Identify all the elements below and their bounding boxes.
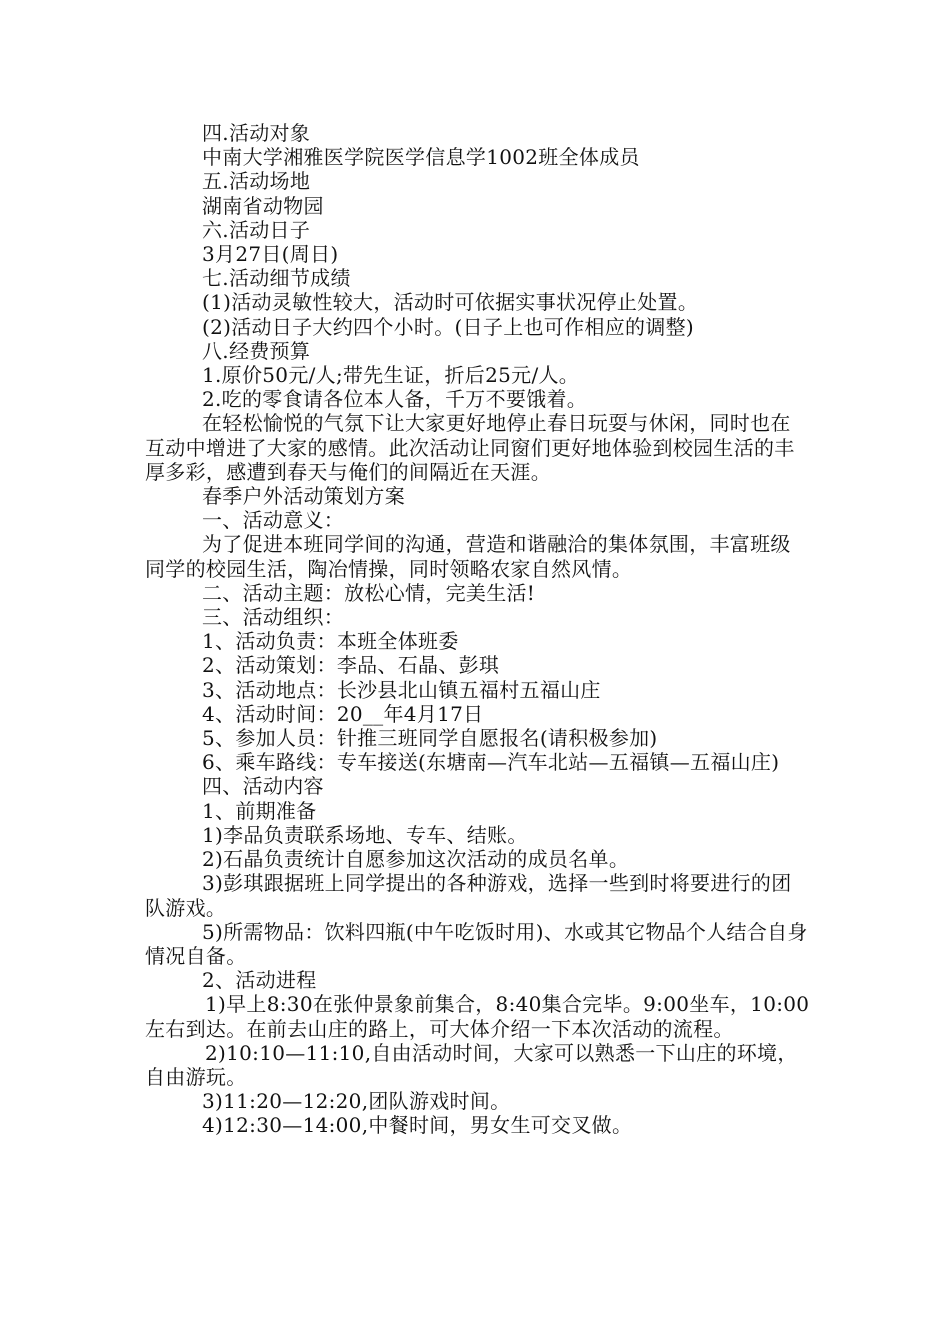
list-item: 5)所需物品：饮料四瓶(中午吃饭时用)、水或其它物品个人结合自身情况自备。 xyxy=(145,919,808,968)
list-item: 2)石晶负责统计自愿参加这次活动的成员名单。 xyxy=(202,847,630,872)
subsection-heading-process: 2、活动进程 xyxy=(202,968,317,993)
section-heading-date: 六.活动日子 xyxy=(202,217,311,242)
list-item: 3、活动地点：长沙县北山镇五福村五福山庄 xyxy=(202,677,601,702)
list-item: 1)早上8:30在张仲景象前集合，8:40集合完毕。9:00坐车，10:00左右到达。在前去山庄的路上，可大体介绍一下本次活动的流程。 xyxy=(145,992,810,1041)
list-item: 1.原价50元/人;带先生证，折后25元/人。 xyxy=(202,363,580,388)
subsection-heading-preparation: 1、前期准备 xyxy=(202,798,317,823)
list-item: 6、乘车路线：专车接送(东塘南—汽车北站—五福镇—五福山庄) xyxy=(202,750,780,775)
paragraph-significance: 为了促进本班同学间的沟通，营造和谐融洽的集体氛围，丰富班级同学的校园生活，陶冶情操，同时领略农家自然风情。 xyxy=(145,532,791,581)
section-heading-target: 四.活动对象 xyxy=(202,121,311,145)
paragraph-target-members: 中南大学湘雅医学院医学信息学1002班全体成员 xyxy=(202,145,640,170)
section-heading-significance: 一、活动意义： xyxy=(202,508,345,533)
list-item: 2)10:10—11:10,自由活动时间，大家可以熟悉一下山庄的环境，自由游玩。 xyxy=(145,1040,798,1089)
section-heading-theme: 二、活动主题：放松心情，完美生活! xyxy=(202,580,536,605)
paragraph-summary: 在轻松愉悦的气氛下让大家更好地停止春日玩耍与休闲，同时也在互动中增进了大家的感情。此次活动让同窗们更好地体验到校园生活的丰厚多彩，感遭到春天与俺们的间隔近在天涯。 xyxy=(145,411,795,484)
list-item: 5、参加人员：针推三班同学自愿报名(请积极参加) xyxy=(202,726,658,751)
list-item: 1、活动负责：本班全体班委 xyxy=(202,629,459,654)
list-item: 1)李品负责联系场地、专车、结账。 xyxy=(202,822,528,847)
section-heading-budget: 八.经费预算 xyxy=(202,338,311,363)
list-item: 4、活动时间：20__年4月17日 xyxy=(202,701,484,726)
list-item: 2、活动策划：李品、石晶、彭琪 xyxy=(202,653,500,678)
section-heading-details: 七.活动细节成绩 xyxy=(202,266,351,291)
list-item: 3)11:20—12:20,团队游戏时间。 xyxy=(202,1089,511,1114)
section-heading-venue: 五.活动场地 xyxy=(202,169,311,194)
section-heading-content: 四、活动内容 xyxy=(202,774,324,799)
list-item: (1)活动灵敏性较大，活动时可依据实事状况停止处置。 xyxy=(202,290,699,315)
list-item: 2.吃的零食请各位本人备，千万不要饿着。 xyxy=(202,387,588,412)
list-item: 4)12:30—14:00,中餐时间，男女生可交叉做。 xyxy=(202,1113,633,1138)
list-item: 3)彭琪跟据班上同学提出的各种游戏，选择一些到时将要进行的团队游戏。 xyxy=(145,871,792,920)
document-body xyxy=(145,121,810,1138)
paragraph-venue: 湖南省动物园 xyxy=(202,193,324,218)
section-heading-organization: 三、活动组织： xyxy=(202,605,345,630)
document-title: 春季户外活动策划方案 xyxy=(202,484,405,509)
list-item: (2)活动日子大约四个小时。(日子上也可作相应的调整) xyxy=(202,314,695,339)
paragraph-date: 3月27日(周日) xyxy=(202,242,339,267)
